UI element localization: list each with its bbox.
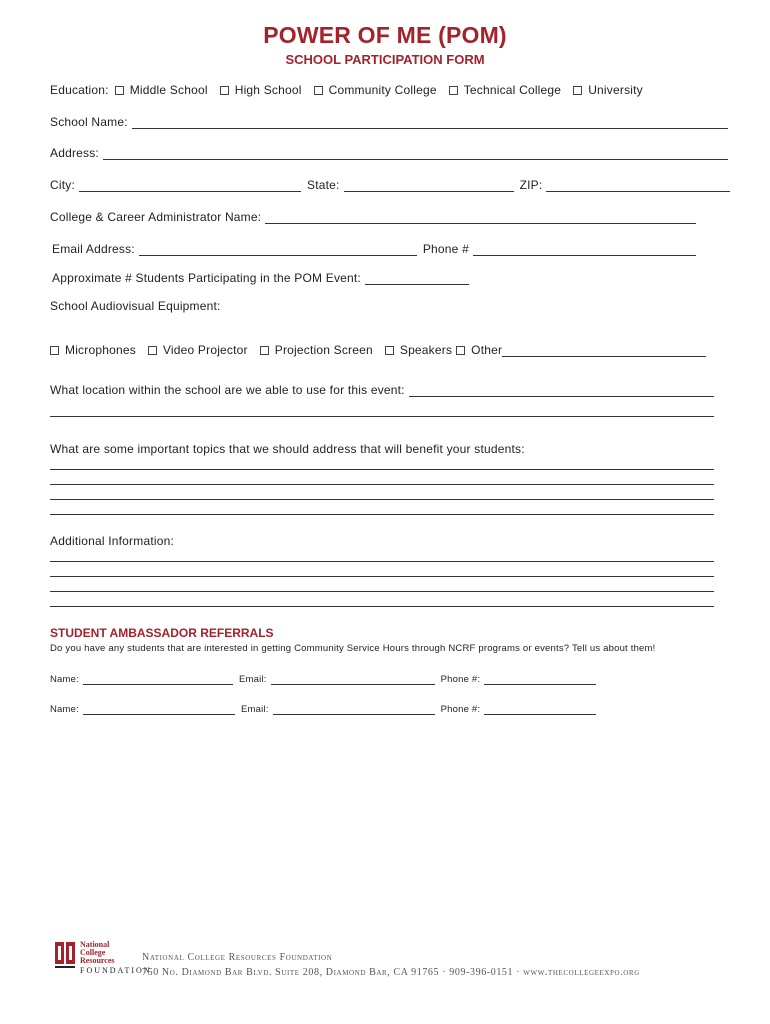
checkbox-icon[interactable] — [220, 86, 229, 95]
additional-line[interactable] — [50, 561, 714, 562]
location-label: What location within the school are we able to use for this event: — [50, 383, 405, 397]
topics-line[interactable] — [50, 499, 714, 500]
topics-label: What are some important topics that we should address that will benefit your students: — [50, 442, 525, 456]
school-name-label: School Name: — [50, 115, 128, 129]
admin-field[interactable] — [265, 211, 696, 224]
education-option-middle-school[interactable]: Middle School — [115, 83, 208, 97]
address-label: Address: — [50, 146, 99, 160]
referral-name-field[interactable] — [83, 674, 233, 685]
checkbox-icon[interactable] — [314, 86, 323, 95]
topics-line[interactable] — [50, 484, 714, 485]
location-field[interactable] — [409, 384, 714, 397]
education-option-community-college[interactable]: Community College — [314, 83, 437, 97]
footer-phone: 909-396-0151 — [449, 967, 514, 978]
topics-line[interactable] — [50, 469, 714, 470]
checkbox-icon[interactable] — [385, 346, 394, 355]
equipment-options-row — [50, 343, 706, 357]
footer-org-name: National College Resources Foundation — [142, 952, 333, 963]
students-row — [52, 271, 469, 285]
education-option-high-school[interactable]: High School — [220, 83, 302, 97]
education-label: Education: — [50, 83, 109, 97]
address-row — [50, 146, 728, 160]
school-name-field[interactable] — [132, 116, 728, 129]
topics-line[interactable] — [50, 514, 714, 515]
phone-field[interactable] — [473, 243, 696, 256]
checkbox-icon[interactable] — [260, 346, 269, 355]
equipment-option-speakers[interactable]: Speakers — [385, 343, 452, 357]
education-row — [50, 83, 655, 97]
referral-phone-label: Phone #: — [440, 704, 481, 715]
additional-line[interactable] — [50, 591, 714, 592]
education-option-university[interactable]: University — [573, 83, 643, 97]
checkbox-icon[interactable] — [50, 346, 59, 355]
page-subtitle: SCHOOL PARTICIPATION FORM — [285, 52, 485, 67]
footer-separator: · — [516, 967, 524, 978]
equipment-option-video-projector[interactable]: Video Projector — [148, 343, 248, 357]
ncrf-logo — [55, 940, 152, 980]
referral-row — [50, 674, 596, 685]
footer-contact — [142, 950, 640, 980]
referral-email-field[interactable] — [273, 704, 435, 715]
equipment-row — [50, 299, 221, 313]
email-label: Email Address: — [52, 242, 135, 256]
referral-name-field[interactable] — [83, 704, 235, 715]
footer-separator: · — [442, 967, 450, 978]
zip-field[interactable] — [546, 179, 730, 192]
equipment-option-other[interactable]: Other — [456, 343, 502, 357]
education-option-technical-college[interactable]: Technical College — [449, 83, 561, 97]
address-field[interactable] — [103, 147, 728, 160]
checkbox-icon[interactable] — [449, 86, 458, 95]
additional-line[interactable] — [50, 606, 714, 607]
city-state-zip-row — [50, 178, 730, 192]
students-field[interactable] — [365, 272, 469, 285]
footer-address-line — [142, 965, 640, 980]
location-line[interactable] — [50, 416, 714, 417]
referrals-title: STUDENT AMBASSADOR REFERRALS — [50, 626, 274, 640]
footer-address: 750 No. Diamond Bar Blvd. Suite 208, Diamond Bar, CA 91765 — [142, 967, 440, 978]
checkbox-icon[interactable] — [573, 86, 582, 95]
additional-label: Additional Information: — [50, 534, 175, 548]
referral-email-label: Email: — [238, 674, 267, 685]
city-label: City: — [50, 178, 75, 192]
phone-label: Phone # — [422, 242, 469, 256]
location-row — [50, 383, 714, 397]
topics-row — [50, 442, 525, 456]
referral-phone-field[interactable] — [484, 674, 596, 685]
additional-line[interactable] — [50, 576, 714, 577]
referral-row — [50, 704, 596, 715]
logo-wordmark: National College Resources — [80, 940, 115, 965]
referral-name-label: Name: — [50, 704, 79, 715]
city-field[interactable] — [79, 179, 301, 192]
additional-row — [50, 534, 174, 548]
checkbox-icon[interactable] — [148, 346, 157, 355]
other-field[interactable] — [502, 344, 706, 357]
checkbox-icon[interactable] — [456, 346, 465, 355]
students-label: Approximate # Students Participating in the POM Event: — [52, 271, 361, 285]
zip-label: ZIP: — [519, 178, 543, 192]
referral-phone-label: Phone #: — [440, 674, 481, 685]
referral-email-field[interactable] — [271, 674, 435, 685]
referral-email-label: Email: — [240, 704, 269, 715]
referral-phone-field[interactable] — [484, 704, 596, 715]
email-phone-row — [52, 242, 696, 256]
email-field[interactable] — [139, 243, 417, 256]
school-name-row — [50, 115, 728, 129]
admin-label: College & Career Administrator Name: — [50, 210, 262, 224]
footer-website[interactable]: www.thecollegeexpo.org — [523, 967, 640, 978]
state-field[interactable] — [344, 179, 514, 192]
ncrf-logo-mark-icon — [55, 940, 77, 970]
equipment-option-projection-screen[interactable]: Projection Screen — [260, 343, 373, 357]
checkbox-icon[interactable] — [115, 86, 124, 95]
referrals-prompt: Do you have any students that are interested in getting Community Service Hours through NCRF programs or events? Tell us about them! — [50, 643, 656, 654]
logo-foundation-text: FOUNDATION — [80, 966, 152, 975]
equipment-label: School Audiovisual Equipment: — [50, 299, 221, 313]
page-title: POWER OF ME (POM) — [263, 22, 507, 48]
referral-name-label: Name: — [50, 674, 79, 685]
admin-row — [50, 210, 696, 224]
equipment-option-microphones[interactable]: Microphones — [50, 343, 136, 357]
state-label: State: — [307, 178, 340, 192]
